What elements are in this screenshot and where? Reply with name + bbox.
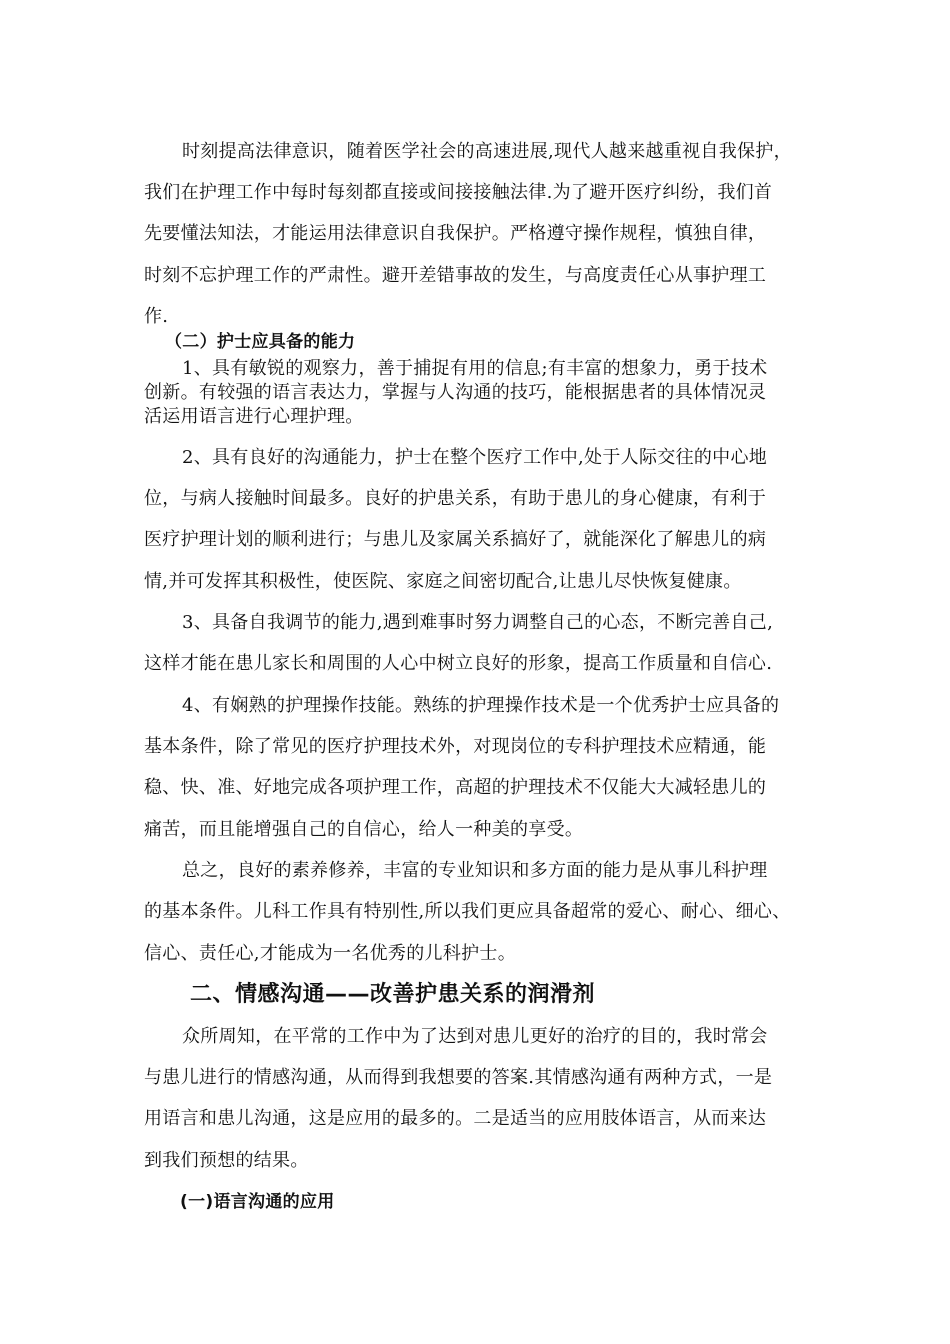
paragraph-line: 先要懂法知法，才能运用法律意识自我保护。严格遵守操作规程，慎独自律， [144, 223, 767, 244]
paragraph-line: 信心、责任心,才能成为一名优秀的儿科护士。 [144, 943, 517, 964]
paragraph-line: 这样才能在患儿家长和周围的人心中树立良好的形象，提高工作质量和自信心. [144, 653, 773, 674]
paragraph-line: 创新。有较强的语言表达力，掌握与人沟通的技巧，能根据患者的具体情况灵 [144, 382, 767, 403]
chapter-heading: 二、情感沟通——改善护患关系的润滑剂 [190, 982, 596, 1007]
paragraph-line: 稳、快、准、好地完成各项护理工作，高超的护理技术不仅能大大减轻患儿的 [144, 777, 767, 798]
paragraph-line: 时刻提高法律意识，随着医学社会的高速进展,现代人越来越重视自我保护， [182, 141, 792, 162]
paragraph-line: 我们在护理工作中每时每刻都直接或间接接触法律.为了避开医疗纠纷，我们首 [144, 182, 773, 203]
paragraph-line: 基本条件，除了常见的医疗护理技术外，对现岗位的专科护理技术应精通，能 [144, 736, 767, 757]
subsection-heading: (一)语言沟通的应用 [180, 1192, 335, 1212]
section-heading: （二）护士应具备的能力 [165, 332, 356, 352]
paragraph-line: 总之，良好的素养修养，丰富的专业知识和多方面的能力是从事儿科护理 [182, 860, 768, 881]
paragraph-line: 2、具有良好的沟通能力，护士在整个医疗工作中,处于人际交往的中心地 [182, 447, 768, 468]
paragraph-line: 与患儿进行的情感沟通，从而得到我想要的答案.其情感沟通有两种方式，一是 [144, 1067, 773, 1088]
paragraph-line: 4、有娴熟的护理操作技能。熟练的护理操作技术是一个优秀护士应具备的 [182, 695, 780, 716]
paragraph-line: 痛苦，而且能增强自己的自信心，给人一种美的享受。 [144, 819, 584, 840]
paragraph-line: 3、具备自我调节的能力,遇到难事时努力调整自己的心态，不断完善自己, [182, 612, 774, 633]
paragraph-line: 医疗护理计划的顺利进行；与患儿及家属关系搞好了，就能深化了解患儿的病 [144, 529, 767, 550]
paragraph-line: 活运用语言进行心理护理。 [144, 406, 364, 427]
paragraph-line: 众所周知，在平常的工作中为了达到对患儿更好的治疗的目的，我时常会 [182, 1026, 768, 1047]
paragraph-line: 时刻不忘护理工作的严肃性。避开差错事故的发生，与高度责任心从事护理工 [144, 265, 767, 286]
paragraph-line: 位，与病人接触时间最多。良好的护患关系，有助于患儿的身心健康，有利于 [144, 488, 767, 509]
paragraph-line: 情,并可发挥其积极性，使医院、家庭之间密切配合,让患儿尽快恢复健康。 [144, 571, 742, 592]
paragraph-line: 1、具有敏锐的观察力，善于捕捉有用的信息;有丰富的想象力，勇于技术 [182, 358, 768, 379]
paragraph-line: 用语言和患儿沟通，这是应用的最多的。二是适当的应用肢体语言，从而来达 [144, 1108, 767, 1129]
paragraph-line: 的基本条件。儿科工作具有特别性,所以我们更应具备超常的爱心、耐心、细心、 [144, 901, 791, 922]
paragraph-line: 到我们预想的结果。 [144, 1150, 309, 1171]
paragraph-line: 作. [144, 306, 169, 327]
